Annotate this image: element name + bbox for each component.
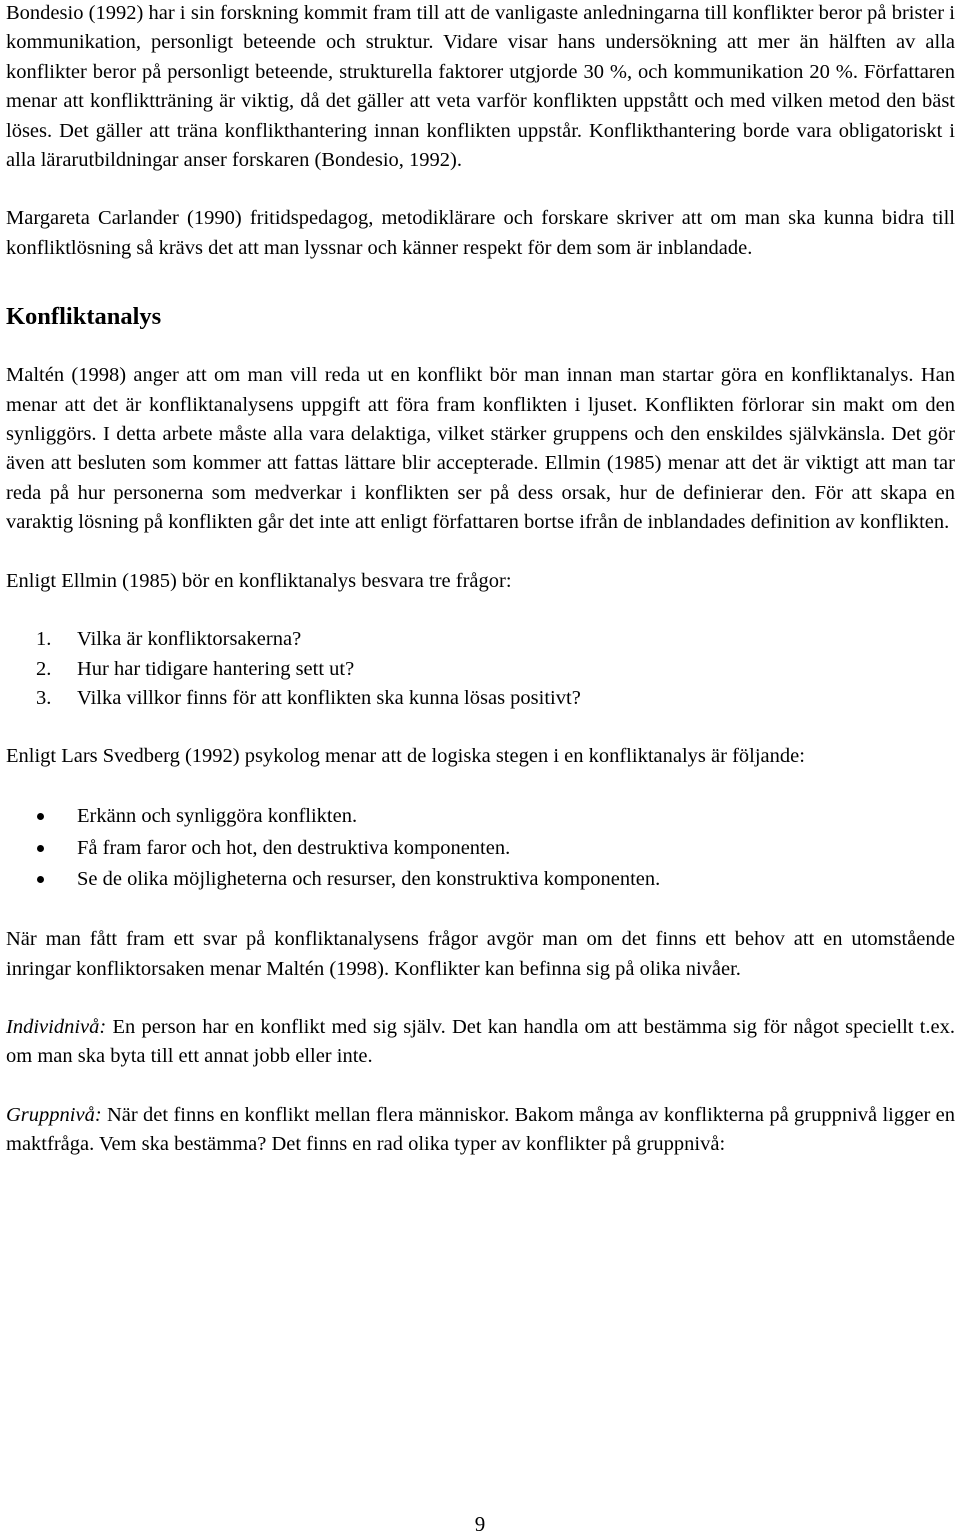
paragraph-levels: När man fått fram ett svar på konfliktanalysens frågor avgör man om det finns ett behov att en utomstående inringar konfliktorsaken menar Maltén (1998). Konflikter kan befinna sig på olika nivåer.: [6, 928, 955, 980]
paragraph-bondesio: Bondesio (1992) har i sin forskning kommit fram till att de vanligaste anledningarna till konflikter beror på brister i kommunikation, personligt beteende och struktur. Vidare visar hans undersökning att mer än hälften av alla konflikter beror på personligt beteende, strukturella faktorer utgjorde 30 %, och kommunikation 20 %. Författaren menar att konfliktträning är viktig, då det gäller att veta varför konflikten uppstått och med vilken metod den bäst löses. Det gäller att träna konflikthantering innan konflikten uppstår. Konflikthantering borde vara obligatoriskt i alla lärarutbildningar anser forskaren (Bondesio, 1992).: [6, 2, 955, 172]
bullet-icon: [37, 845, 44, 852]
section-heading: Konfliktanalys: [6, 303, 162, 331]
group-level-text: När det finns en konflikt mellan flera människor. Bakom många av konflikterna på gruppnivå ligger en maktfråga. Vem ska bestämma? Det finns en rad olika typer av konflikter på gruppnivå:: [6, 1103, 955, 1156]
group-level-label: Gruppnivå:: [6, 1103, 102, 1126]
questions-list: [6, 625, 955, 713]
steps-list: [6, 801, 955, 896]
list-item-text: Vilka är konfliktorsakerna?: [77, 628, 302, 651]
list-item: [6, 864, 955, 896]
list-number: 1.: [36, 628, 52, 651]
list-item: [6, 655, 955, 684]
list-item: [6, 833, 955, 865]
list-item-text: Få fram faror och hot, den destruktiva komponenten.: [77, 836, 511, 859]
list-item-text: Vilka villkor finns för att konflikten ska kunna lösas positivt?: [77, 686, 581, 709]
list-number: 3.: [36, 686, 52, 709]
paragraph-group-level: [6, 1101, 955, 1160]
paragraph-malten: Maltén (1998) anger att om man vill reda ut en konflikt bör man innan man startar göra en konfliktanalys. Han menar att det är konfliktanalysens uppgift att föra fram konflikten i ljuset. Konflikten förlorar sin makt om den synliggörs. I detta arbete måste alla vara delaktiga, vilket stärker gruppens och den enskildes självkänsla. Det gör även att besluten som kommer att fattas lättare blir accepterade. Ellmin (1985) menar att det är viktigt att man tar reda på hur personerna som medverkar i konflikten ser på dess orsak, hur de definierar den. För att skapa en varaktig lösning på konflikten går det inte att enligt författaren bortse ifrån de inblandades definition av konflikten.: [6, 364, 955, 534]
individual-level-text: En person har en konflikt med sig själv. Det kan handla om att bestämma sig för något speciellt t.ex. om man ska byta till ett annat jobb eller inte.: [6, 1015, 955, 1068]
list-number: 2.: [36, 657, 52, 680]
paragraph-carlander: Margareta Carlander (1990) fritidspedagog, metodiklärare och forskare skriver att om man ska kunna bidra till konfliktlösning så krävs det att man lyssnar och känner respekt för dem som är inblandade.: [6, 207, 955, 259]
bullet-icon: [37, 876, 44, 883]
individual-level-label: Individnivå:: [6, 1015, 107, 1038]
list-item-text: Erkänn och synliggöra konflikten.: [77, 804, 358, 827]
paragraph-individual-level: [6, 1013, 955, 1072]
document-page: [6, 0, 955, 1160]
list-item-text: Hur har tidigare hantering sett ut?: [77, 657, 355, 680]
page-number: 9: [474, 1512, 486, 1536]
paragraph-svedberg: Enligt Lars Svedberg (1992) psykolog menar att de logiska stegen i en konfliktanalys är följande:: [6, 745, 805, 768]
list-item: [6, 625, 955, 654]
list-item: [6, 801, 955, 833]
list-item-text: Se de olika möjligheterna och resurser, den konstruktiva komponenten.: [77, 868, 661, 891]
list-item: [6, 684, 955, 713]
bullet-icon: [37, 813, 44, 820]
paragraph-ellmin-intro: Enligt Ellmin (1985) bör en konfliktanalys besvara tre frågor:: [6, 569, 512, 592]
